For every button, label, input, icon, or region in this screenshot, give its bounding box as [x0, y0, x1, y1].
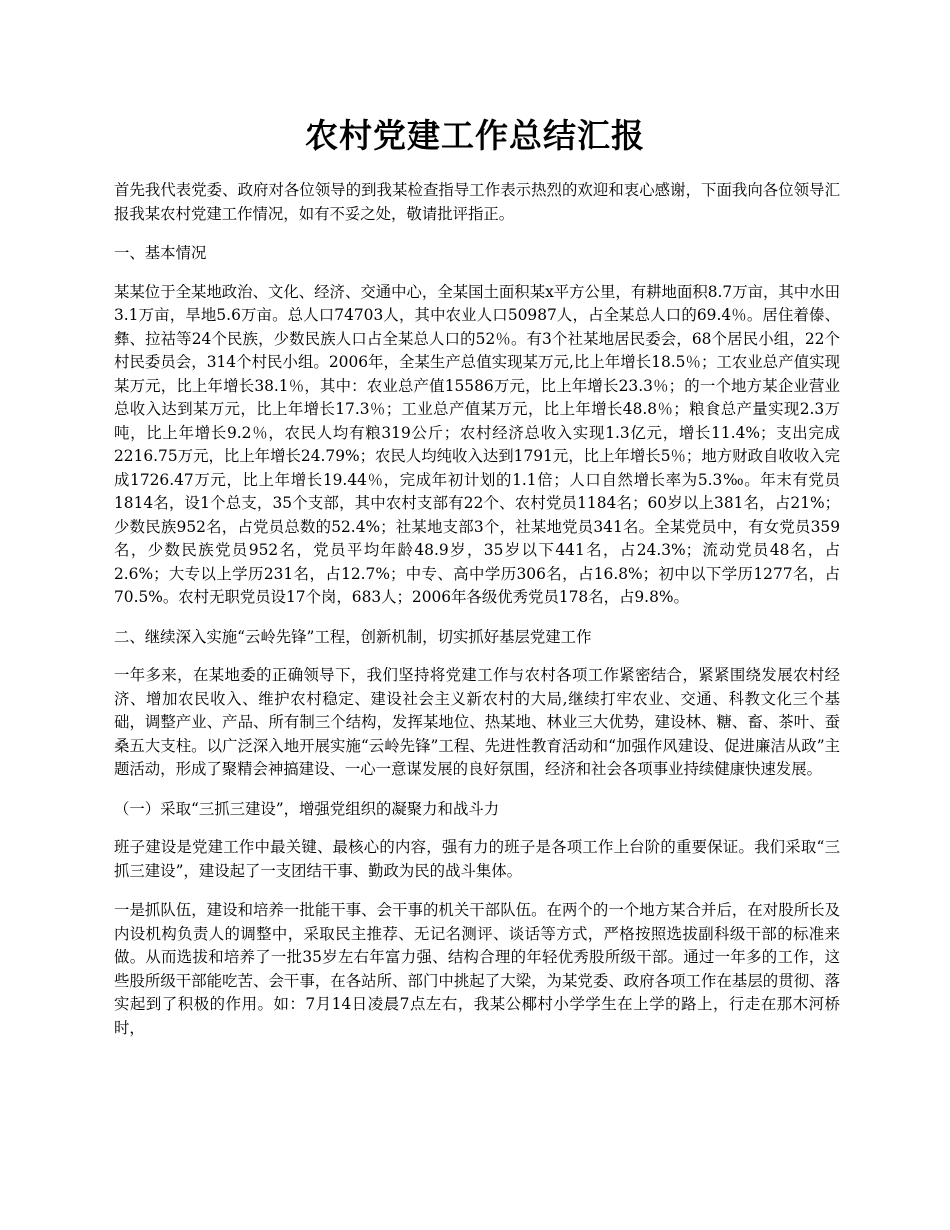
basic-situation-paragraph: 某某位于全某地政治、文化、经济、交通中心，全某国土面积某x平方公里，有耕地面积8.7万亩，其中水田3.1万亩，旱地5.6万亩。总人口74703人，其中农业人口50987人，占全某总人口的69.4％。居住着傣、彝、拉祜等24个民族，少数民族人口占全某总人口的52％。有3个社某地居民委会，68个居民小组，22个村民委员会，314个村民小组。2006年，全某生产总值实现某万元,比上年增长18.5％；工农业总产值实现某万元，比上年增长38.1％，其中：农业总产值15586万元，比上年增长23.3％；的一个地方某企业营业总收入达到某万元，比上年增长17.3％；工业总产值某万元，比上年增长48.8％；粮食总产量实现2.3万吨，比上年增长9.2％，农民人均有粮319公斤；农村经济总收入实现1.3亿元，增长11.4%；支出完成2216.75万元，比上年增长24.79%；农民人均纯收入达到1791元，比上年增长5％；地方财政自收收入完成1726.47万元，比上年增长19.44％，完成年初计划的1.1倍；人口自然增长率为5.3‰。年末有党员1814名，设1个总支，35个支部，其中农村支部有22个、农村党员1184名；60岁以上381名，占21%；少数民族952名，占党员总数的52.4%；社某地支部3个，社某地党员341名。全某党员中，有女党员359名，少数民族党员952名，党员平均年龄48.9岁，35岁以下441名，占24.3%；流动党员48名，占2.6%；大专以上学历231名，占12.7%；中专、高中学历306名，占16.8%；初中以下学历1277名，占70.5%。农村无职党员设17个岗，683人；2006年各级优秀党员178名，占9.8%。	[114, 282, 840, 606]
yunling-pioneer-paragraph: 一年多来，在某地委的正确领导下，我们坚持将党建工作与农村各项工作紧密结合，紧紧围绕发展农村经济、增加农民收入、维护农村稳定、建设社会主义新农村的大局,继续打牢农业、交通、科教文化三个基础，调整产业、产品、所有制三个结构，发挥某地位、热某地、林业三大优势，建设林、糖、畜、茶叶、蚕桑五大支柱。以广泛深入地开展实施“云岭先锋”工程、先进性教育活动和“加强作风建设、促进廉洁从政”主题活动，形成了聚精会神搞建设、一心一意谋发展的良好氛围，经济和社会各项事业持续健康快速发展。	[114, 666, 840, 778]
section-heading-yunling-pioneer: 二、继续深入实施“云岭先锋”工程，创新机制，切实抓好基层党建工作	[114, 627, 592, 646]
subsection-heading-three-grasps: （一）采取“三抓三建设”，增强党组织的凝聚力和战斗力	[114, 799, 500, 818]
intro-paragraph: 首先我代表党委、政府对各位领导的到我某检查指导工作表示热烈的欢迎和衷心感谢，下面我向各位领导汇报我某农村党建工作情况，如有不妥之处，敬请批评指正。	[114, 181, 840, 223]
section-heading-basic-situation: 一、基本情况	[114, 244, 207, 262]
document-title: 农村党建工作总结汇报	[305, 116, 645, 155]
team-building-paragraph: 班子建设是党建工作中最关键、最核心的内容，强有力的班子是各项工作上台阶的重要保证。我们采取“三抓三建设”，建设起了一支团结干事、勤政为民的战斗集体。	[114, 838, 840, 880]
cadre-team-paragraph: 一是抓队伍，建设和培养一批能干事、会干事的机关干部队伍。在两个的一个地方某合并后，在对股所长及内设机构负责人的调整中，采取民主推荐、无记名测评、谈话等方式，严格按照选拔副科级干部的标准来做。从而选拔和培养了一批35岁左右年富力强、结构合理的年轻优秀股所级干部。通过一年多的工作，这些股所级干部能吃苦、会干事，在各站所、部门中挑起了大梁，为某党委、政府各项工作在基层的贯彻、落实起到了积极的作用。如：7月14日凌晨7点左右，我某公椰村小学学生在上学的路上，行走在那木河桥时，	[114, 901, 840, 1037]
document-body	[114, 179, 840, 1056]
